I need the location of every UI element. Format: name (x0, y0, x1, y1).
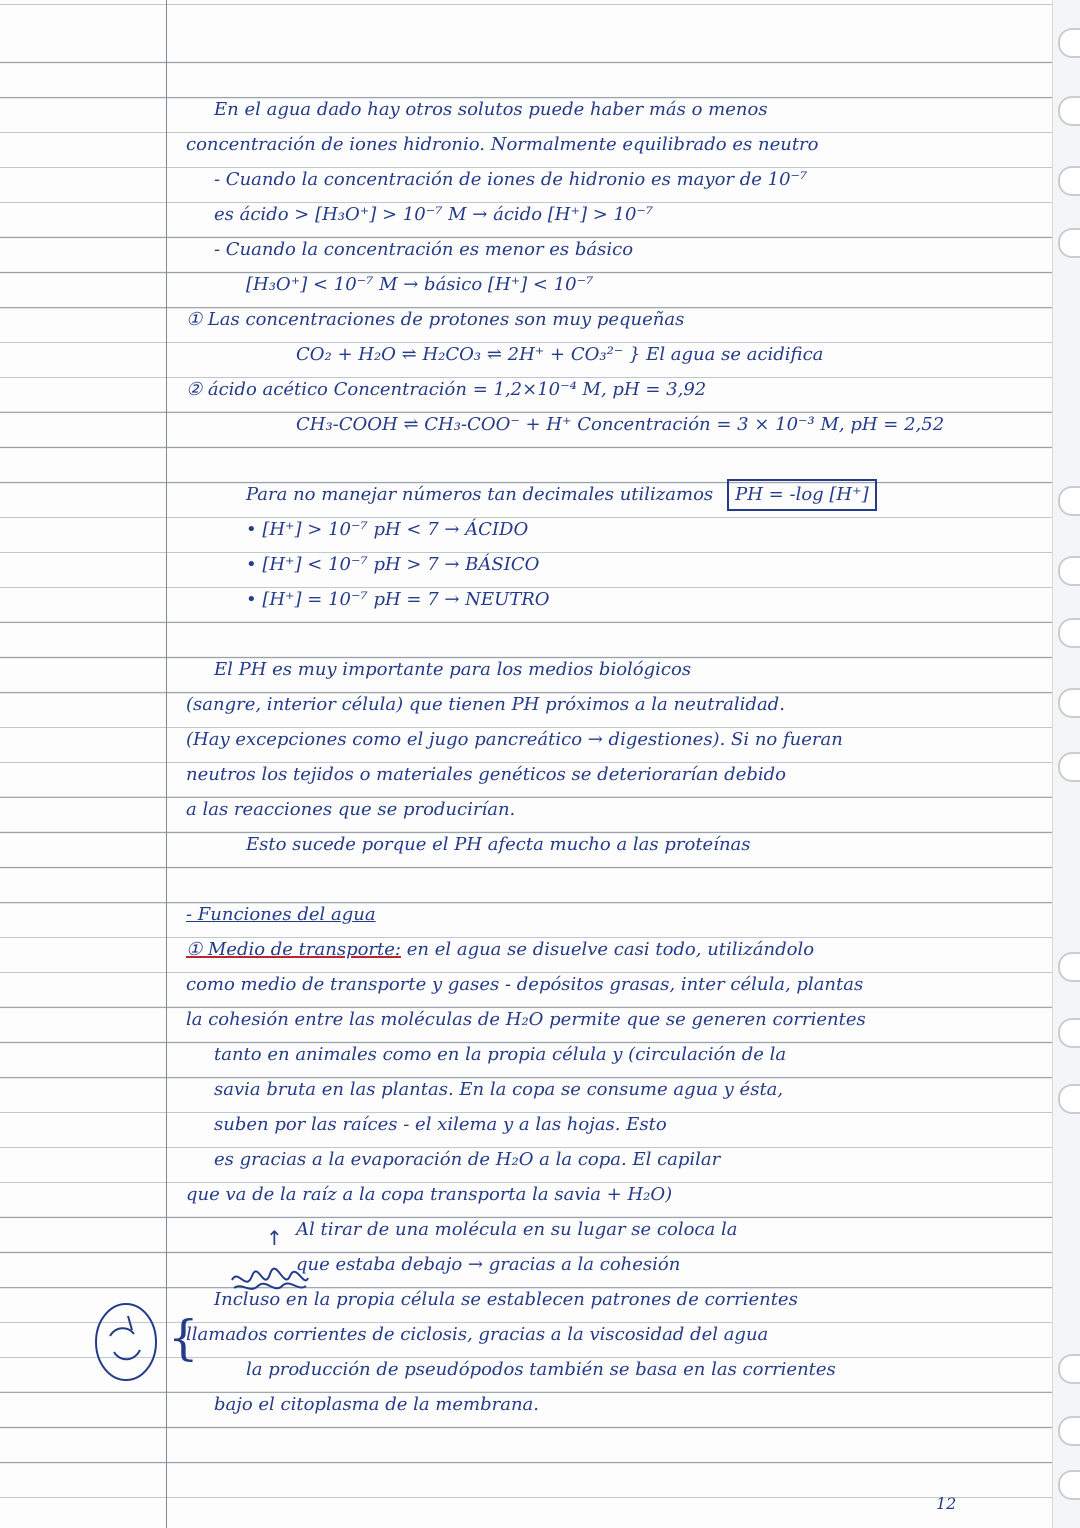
note-line: [H₃O⁺] < 10⁻⁷ M → básico [H⁺] < 10⁻⁷ (246, 274, 594, 295)
note-text: en el agua se disuelve casi todo, utilizándolo (406, 939, 815, 960)
note-line: como medio de transporte y gases - depósitos grasas, inter célula, plantas (186, 974, 864, 995)
note-line: que estaba debajo → gracias a la cohesión (296, 1254, 681, 1275)
note-line: es ácido > [H₃O⁺] > 10⁻⁷ M → ácido [H⁺] > 10⁻⁷ (214, 204, 654, 225)
binder-hole (1058, 952, 1080, 982)
binder-hole (1058, 28, 1080, 58)
note-line: Esto sucede porque el PH afecta mucho a las proteínas (246, 834, 751, 855)
binder-hole (1058, 1018, 1080, 1048)
binder-hole (1058, 96, 1080, 126)
note-line: En el agua dado hay otros solutos puede haber más o menos (214, 99, 768, 120)
binder-hole (1058, 1470, 1080, 1500)
handwritten-notes (186, 92, 1016, 1422)
note-line: savia bruta en las plantas. En la copa se consume agua y ésta, (214, 1079, 784, 1100)
note-line: ② ácido acético Concentración = 1,2×10⁻⁴ M, pH = 3,92 (186, 379, 707, 400)
ph-formula-box: PH = -log [H⁺] (727, 479, 877, 511)
binder-hole (1058, 166, 1080, 196)
brace-icon: { (168, 1310, 199, 1366)
note-line: bajo el citoplasma de la membrana. (214, 1394, 540, 1415)
note-line: El PH es muy importante para los medios biológicos (214, 659, 692, 680)
note-line: CO₂ + H₂O ⇌ H₂CO₃ ⇌ 2H⁺ + CO₃²⁻ } El agua se acidifica (296, 344, 824, 365)
binder-hole (1058, 752, 1080, 782)
arrow-up-icon: ↑ (266, 1226, 283, 1250)
function-line (186, 932, 1016, 967)
note-line: a las reacciones que se producirían. (186, 799, 516, 820)
binder-hole (1058, 1416, 1080, 1446)
ph-rule-neutral: • [H⁺] = 10⁻⁷ pH = 7 → NEUTRO (246, 589, 550, 610)
ph-rule-acid: • [H⁺] > 10⁻⁷ pH < 7 → ÁCIDO (246, 519, 529, 540)
binder-hole (1058, 1354, 1080, 1384)
note-line: Incluso en la propia célula se establecen patrones de corrientes (214, 1289, 798, 1310)
note-line: concentración de iones hidronio. Normalmente equilibrado es neutro (186, 134, 819, 155)
binder-hole (1058, 228, 1080, 258)
scribble-icon (228, 1262, 312, 1298)
note-line: Al tirar de una molécula en su lugar se coloca la (296, 1219, 738, 1240)
note-line: la producción de pseudópodos también se basa en las corrientes (246, 1359, 836, 1380)
binder-hole (1058, 688, 1080, 718)
margin-line (166, 0, 167, 1528)
face-doodle-icon (88, 1296, 164, 1386)
binder-hole (1058, 486, 1080, 516)
note-line: - Cuando la concentración es menor es básico (214, 239, 634, 260)
function-title: ① Medio de transporte: (186, 939, 401, 960)
note-line: ① Las concentraciones de protones son muy pequeñas (186, 309, 685, 330)
note-line: CH₃-COOH ⇌ CH₃-COO⁻ + H⁺ Concentración = 3 × 10⁻³ M, pH = 2,52 (296, 414, 945, 435)
binder-hole (1058, 556, 1080, 586)
note-line: neutros los tejidos o materiales genéticos se deteriorarían debido (186, 764, 786, 785)
ph-rule-basic: • [H⁺] < 10⁻⁷ pH > 7 → BÁSICO (246, 554, 540, 575)
note-line: que va de la raíz a la copa transporta la savia + H₂O) (186, 1184, 673, 1205)
section-heading: - Funciones del agua (186, 904, 376, 925)
note-line: tanto en animales como en la propia célula y (circulación de la (214, 1044, 787, 1065)
spacer (186, 617, 1016, 652)
page-number: 12 (936, 1494, 957, 1513)
spacer (186, 442, 1016, 477)
note-line: llamados corrientes de ciclosis, gracias a la viscosidad del agua (186, 1324, 769, 1345)
ph-intro: Para no manejar números tan decimales utilizamos (246, 484, 714, 505)
note-line: suben por las raíces - el xilema y a las hojas. Esto (214, 1114, 667, 1135)
ph-intro-line (186, 477, 1016, 512)
note-line: la cohesión entre las moléculas de H₂O permite que se generen corrientes (186, 1009, 866, 1030)
note-line: (Hay excepciones como el jugo pancreático → digestiones). Si no fueran (186, 729, 843, 750)
note-line: - Cuando la concentración de iones de hidronio es mayor de 10⁻⁷ (214, 169, 808, 190)
binder-hole (1058, 1084, 1080, 1114)
note-line: es gracias a la evaporación de H₂O a la copa. El capilar (214, 1149, 721, 1170)
spacer (186, 862, 1016, 897)
note-line: (sangre, interior célula) que tienen PH próximos a la neutralidad. (186, 694, 785, 715)
binder-hole (1058, 618, 1080, 648)
